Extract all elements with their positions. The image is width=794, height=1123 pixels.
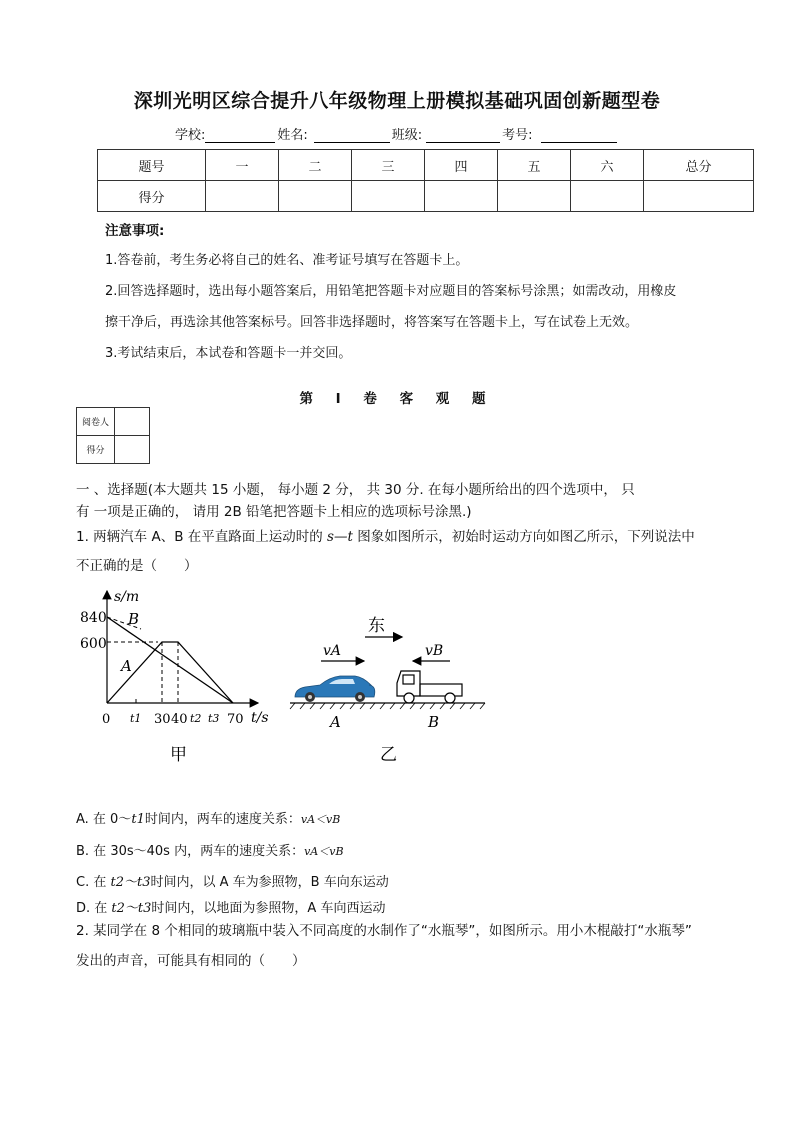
notes-title: 注意事项: <box>105 223 165 239</box>
x-tick-t2: t2 <box>190 712 202 725</box>
y-tick-840: 840 <box>80 610 107 626</box>
score-header-cell: 五 <box>498 150 571 181</box>
figure-yi-cars <box>285 605 490 770</box>
option-b-relation: vA＜vB <box>304 845 344 858</box>
score-header-cell: 三 <box>352 150 425 181</box>
question-1-text-b: 图象如图所示，初始时运动方向如图乙所示，下列说法中 <box>352 529 695 545</box>
note-2-continued: 擦干净后，再选涂其他答案标号。回答非选择题时，将答案写在答题卡上，写在试卷上无效。 <box>105 315 639 330</box>
note-3: 3.考试结束后，本试卷和答题卡一并交回。 <box>105 346 352 361</box>
x-tick-t1: t1 <box>130 712 142 725</box>
note-2: 2.回答选择题时，选出每小题答案后，用铅笔把答题卡对应题目的答案标号涂黑；如需改动，用橡皮 <box>105 284 677 299</box>
option-d-suffix: 时间内，以地面为参照物，A 车向西运动 <box>151 901 386 916</box>
score-header-cell: 题号 <box>98 150 206 181</box>
score-cell <box>425 181 498 212</box>
part1-instructions-line1: 一 、选择题(本大题共 15 小题， 每小题 2 分， 共 30 分. 在每小题所给出的四个选项中， 只 <box>76 482 635 498</box>
option-d-var: t2～t3 <box>111 901 152 916</box>
position-label-a: A <box>330 713 341 731</box>
car-a-icon <box>295 676 375 702</box>
x-tick-0: 0 <box>102 712 111 727</box>
option-a-prefix: A. 在 0～ <box>76 812 132 827</box>
option-d <box>76 897 385 916</box>
score-header-cell: 总分 <box>644 150 754 181</box>
va-label: vA <box>323 643 342 659</box>
x-tick-30: 30 <box>154 712 171 727</box>
option-a-var: t1 <box>131 812 145 827</box>
x-tick-70: 70 <box>227 712 244 727</box>
question-1-text-a: 1. 两辆汽车 A、B 在平直路面上运动时的 <box>76 529 328 545</box>
option-b-prefix: B. 在 30s～40s 内，两车的速度关系： <box>76 844 305 859</box>
figure-jia-caption: 甲 <box>170 745 187 765</box>
class-blank <box>426 128 500 143</box>
page-title: 深圳光明区综合提升八年级物理上册模拟基础巩固创新题型卷 <box>133 90 661 112</box>
question-2-line1: 2. 某同学在 8 个相同的玻璃瓶中装入不同高度的水制作了“水瓶琴”，如图所示。用小木棍敲打“水瓶琴” <box>76 923 692 939</box>
school-blank <box>205 128 275 143</box>
student-info-line <box>175 124 619 143</box>
grader-label: 阅卷人 <box>77 408 115 436</box>
score-table-score-row <box>98 181 754 212</box>
curve-label-a: A <box>121 657 132 675</box>
option-a-suffix: 时间内，两车的速度关系： <box>144 812 301 827</box>
question-1-stem <box>76 526 695 548</box>
option-c-suffix: 时间内，以 A 车为参照物，B 车向东运动 <box>150 875 389 890</box>
curve-label-b: B <box>128 610 140 628</box>
option-a <box>76 808 340 827</box>
option-b <box>76 840 344 859</box>
score-header-cell: 四 <box>425 150 498 181</box>
score-row-label: 得分 <box>98 181 206 212</box>
score-cell <box>206 181 279 212</box>
section-title: 第 I 卷 客 观 题 <box>299 391 495 407</box>
option-d-prefix: D. 在 <box>76 901 112 916</box>
score-cell <box>498 181 571 212</box>
score-header-cell: 一 <box>206 150 279 181</box>
school-label: 学校: <box>175 128 206 143</box>
exam-no-blank <box>541 128 617 143</box>
grader-cell <box>115 408 150 436</box>
option-a-relation: vA＜vB <box>300 813 341 826</box>
figure-jia-st-graph <box>70 585 280 770</box>
vb-label: vB <box>425 643 444 659</box>
name-blank <box>314 128 390 143</box>
score-cell <box>571 181 644 212</box>
score-header-cell: 二 <box>279 150 352 181</box>
y-axis-label: s/m <box>114 589 140 605</box>
score-table <box>97 149 754 212</box>
exam-no-label: 考号: <box>502 128 533 143</box>
x-tick-t3: t3 <box>208 712 220 725</box>
score-header-cell: 六 <box>571 150 644 181</box>
grader-score-cell <box>115 436 150 464</box>
part1-instructions-line2: 有 一项是正确的， 请用 2B 铅笔把答题卡上相应的选项标号涂黑.) <box>76 504 472 520</box>
option-c-var: t2～t3 <box>110 875 151 890</box>
x-axis-label: t/s <box>251 710 269 726</box>
figure-yi-caption: 乙 <box>380 745 397 765</box>
x-tick-40: 40 <box>171 712 188 727</box>
grader-score-label: 得分 <box>77 436 115 464</box>
question-1-stem-line2: 不正确的是（ ） <box>76 558 198 574</box>
direction-label-east: 东 <box>368 616 385 636</box>
ground-hatch <box>290 703 485 709</box>
position-label-b: B <box>428 713 440 731</box>
option-c-prefix: C. 在 <box>76 875 111 890</box>
score-cell <box>279 181 352 212</box>
note-1: 1.答卷前，考生务必将自己的姓名、准考证号填写在答题卡上。 <box>105 253 469 268</box>
score-cell <box>644 181 754 212</box>
question-2-line2: 发出的声音，可能具有相同的（ ） <box>76 953 306 969</box>
grader-table <box>76 407 150 464</box>
truck-b-icon <box>397 671 462 703</box>
option-c <box>76 871 389 890</box>
class-label: 班级: <box>391 128 423 143</box>
question-1-var: s—t <box>327 529 353 545</box>
score-table-header-row <box>98 150 754 181</box>
name-label: 姓名: <box>277 128 308 143</box>
y-tick-600: 600 <box>80 636 107 652</box>
score-cell <box>352 181 425 212</box>
